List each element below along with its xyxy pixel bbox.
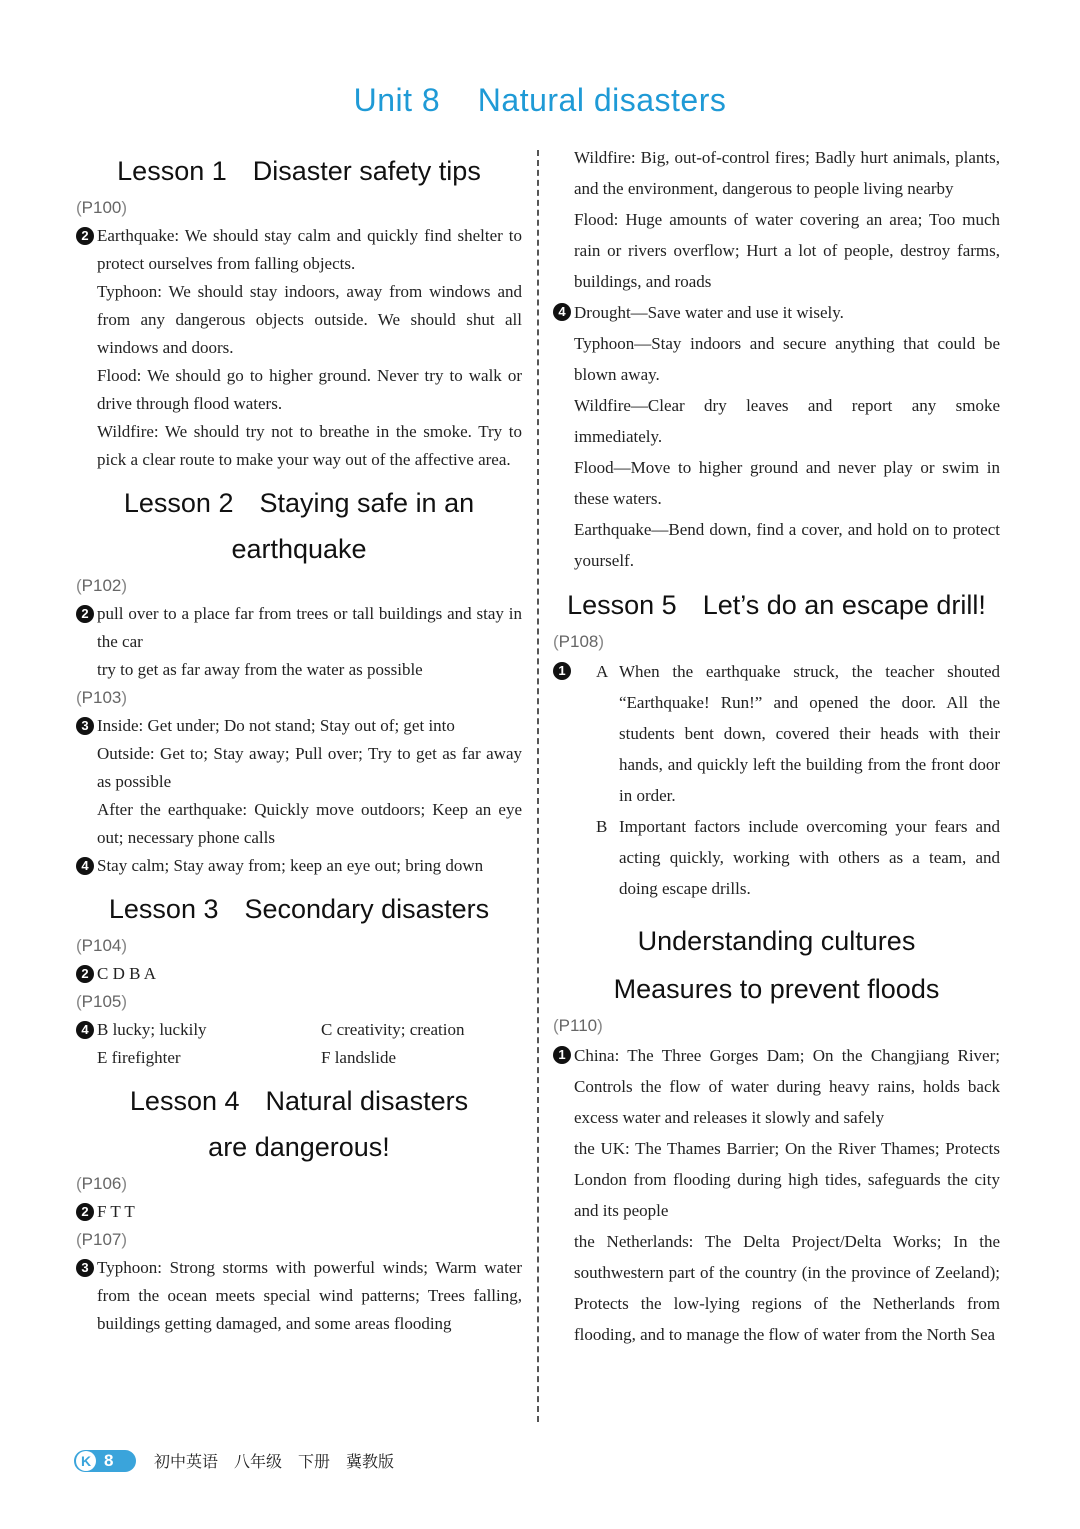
- q2-badge: 2: [76, 1203, 94, 1221]
- l4-q3-wildfire: Wildfire: Big, out-of-control fires; Badly hurt animals, plants, and the environment, dangerous to people living nearby: [574, 148, 1000, 198]
- book-edition: 冀教版: [346, 1452, 395, 1471]
- page-ref-p103: (P103): [76, 688, 128, 707]
- l5-q1-a: A When the earthquake struck, the teacher shouted “Earthquake! Run!” and opened the door. All the students bent down, covered their heads with their hands, and quickly left the building from the front door in order.: [596, 662, 1000, 805]
- understanding-cultures-heading: Understanding cultures: [637, 926, 916, 956]
- l3-q4-b: B lucky; luckily: [97, 1020, 207, 1039]
- l4-q4-drought: Drought—Save water and use it wisely.: [574, 303, 844, 322]
- k-logo-icon: K: [76, 1451, 96, 1471]
- l2-q2-b: try to get as far away from the water as possible: [97, 660, 423, 679]
- q1-badge: 1: [553, 662, 571, 680]
- uc-uk: the UK: The Thames Barrier; On the River Thames; Protects London from flooding during high tides, safeguards the city and its people: [574, 1139, 1000, 1220]
- right-column: [553, 140, 1000, 1350]
- l4-q3: [76, 1254, 522, 1338]
- lesson-1-heading: Lesson 1 Disaster safety tips: [117, 156, 481, 186]
- l2-q3-outside: Outside: Get to; Stay away; Pull over; Try to get as far away as possible: [97, 744, 522, 791]
- l4-q2-answer: F T T: [97, 1202, 135, 1221]
- q2-badge: 2: [76, 605, 94, 623]
- l4-q4-typhoon: Typhoon—Stay indoors and secure anything that could be blown away.: [574, 334, 1000, 384]
- unit-title: [0, 82, 1080, 119]
- l4-q4-wildfire: Wildfire—Clear dry leaves and report any smoke immediately.: [574, 396, 1000, 446]
- lesson-5-heading: Lesson 5 Let’s do an escape drill!: [567, 590, 986, 620]
- uc-china: China: The Three Gorges Dam; On the Changjiang River; Controls the flow of water during heavy rains, holds back excess water and releases it slowly and safely: [574, 1046, 1000, 1127]
- l1-q2-typhoon: Typhoon: We should stay indoors, away from windows and from any dangerous objects outside. We should shut all windows and doors.: [97, 282, 522, 357]
- lesson-4-heading: Lesson 4 Natural disasters: [129, 1086, 469, 1116]
- l2-q2: [76, 600, 522, 684]
- page-ref-p100: (P100): [76, 198, 128, 217]
- uc-q1: [553, 1040, 1000, 1350]
- page-number-badge: [74, 1450, 136, 1472]
- l2-q2-a: pull over to a place far from trees or tall buildings and stay in the car: [97, 604, 522, 651]
- unit-name: Natural disasters: [477, 82, 727, 118]
- q3-badge: 3: [76, 1259, 94, 1277]
- l3-q4-c: C creativity; creation: [321, 1020, 465, 1039]
- l3-q2: [76, 960, 522, 988]
- l5-q1-b: B Important factors include overcoming your fears and acting quickly, working with others as a team, and doing escape drills.: [596, 817, 1000, 898]
- page-ref-p108: (P108): [553, 632, 605, 651]
- measures-subheading: Measures to prevent floods: [613, 974, 940, 1004]
- l2-q3: [76, 712, 522, 852]
- lesson-2-heading-line2: earthquake: [231, 534, 367, 564]
- book-info: [154, 1449, 410, 1472]
- column-divider: [537, 150, 539, 1422]
- l2-q3-after: After the earthquake: Quickly move outdoors; Keep an eye out; necessary phone calls: [97, 800, 522, 847]
- l4-q3-typhoon: Typhoon: Strong storms with powerful winds; Warm water from the ocean meets special wind patterns; Trees falling, buildings getting damaged, and some areas flooding: [97, 1258, 522, 1333]
- l1-q2-flood: Flood: We should go to higher ground. Never try to walk or drive through flood waters.: [97, 366, 522, 413]
- lesson-4-heading-line2: are dangerous!: [208, 1132, 390, 1162]
- page-number: 8: [104, 1451, 114, 1470]
- l4-q4: [553, 297, 1000, 576]
- l3-q4-e: E firefighter: [97, 1048, 181, 1067]
- unit-number: Unit 8: [353, 82, 441, 118]
- q2-badge: 2: [76, 965, 94, 983]
- page-ref-p105: (P105): [76, 992, 128, 1011]
- page-ref-p106: (P106): [76, 1174, 128, 1193]
- q4-badge: 4: [553, 303, 571, 321]
- l1-q2-wildfire: Wildfire: We should try not to breathe in the smoke. Try to pick a clear route to make your way out of the affective area.: [97, 422, 522, 469]
- page-ref-p107: (P107): [76, 1230, 128, 1249]
- page-ref-p104: (P104): [76, 936, 128, 955]
- lesson-2-heading: Lesson 2 Staying safe in an: [123, 488, 475, 518]
- l4-q2: [76, 1198, 522, 1226]
- q3-badge: 3: [76, 717, 94, 735]
- l3-q4-f: F landslide: [321, 1048, 397, 1067]
- l2-q4: [76, 852, 522, 880]
- book-grade: 八年级: [234, 1452, 283, 1471]
- q1-badge: 1: [553, 1046, 571, 1064]
- l4-q4-earthquake: Earthquake—Bend down, find a cover, and hold on to protect yourself.: [574, 520, 1000, 570]
- book-volume: 下册: [298, 1452, 331, 1471]
- lesson-3-heading: Lesson 3 Secondary disasters: [108, 894, 490, 924]
- l3-q4: [76, 1016, 522, 1072]
- l5-q1: [553, 656, 1000, 904]
- l4-q3-flood: Flood: Huge amounts of water covering an area; Too much rain or rivers overflow; Hurt a lot of people, destroy farms, buildings, and roads: [574, 210, 1000, 291]
- q2-badge: 2: [76, 227, 94, 245]
- uc-netherlands: the Netherlands: The Delta Project/Delta Works; In the southwestern part of the country (in the province of Zeeland); Protects the low-lying regions of the Netherlands from flooding, and to manage the flow of water from the North Sea: [574, 1232, 1000, 1344]
- l4-q3-continued: [553, 142, 1000, 297]
- page-ref-p102: (P102): [76, 576, 128, 595]
- q4-badge: 4: [76, 1021, 94, 1039]
- l1-q2-earthquake: Earthquake: We should stay calm and quickly find shelter to protect ourselves from falling objects.: [97, 226, 522, 273]
- left-column: [76, 140, 522, 1338]
- book-subject: 初中英语: [154, 1452, 219, 1471]
- l4-q4-flood: Flood—Move to higher ground and never play or swim in these waters.: [574, 458, 1000, 508]
- l3-q2-answer: C D B A: [97, 964, 157, 983]
- l2-q3-inside: Inside: Get under; Do not stand; Stay out of; get into: [97, 716, 455, 735]
- l1-q2: [76, 222, 522, 474]
- l2-q4-a: Stay calm; Stay away from; keep an eye out; bring down: [97, 856, 484, 875]
- page-ref-p110: (P110): [553, 1016, 603, 1035]
- q4-badge: 4: [76, 857, 94, 875]
